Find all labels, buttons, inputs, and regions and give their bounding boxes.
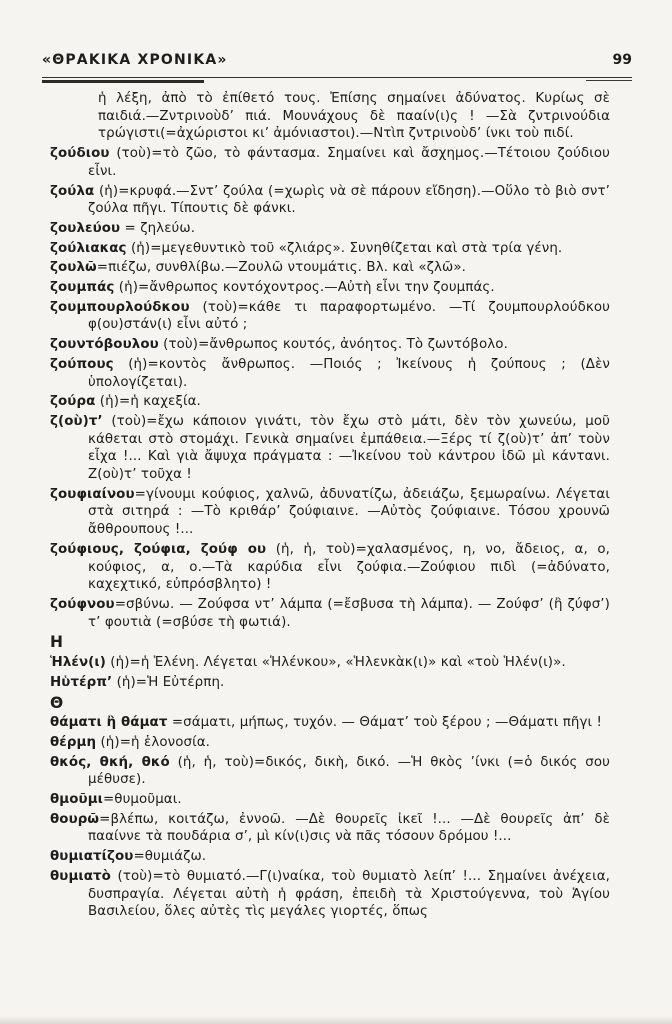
- dictionary-entry: [50, 220, 610, 238]
- dictionary-entry: [50, 811, 610, 846]
- entry-body: (ἡ)=ἄνθρωπος κοντόχοντρος.—Αὐτὴ εἶνι την ζουμπάς.: [114, 280, 495, 296]
- entry-headword: ζούπους: [50, 356, 114, 372]
- entry-body: (ἡ)=μεγεθυντικὸ τοῦ «ζλιάρς». Συνηθίζεται καὶ στὰ τρία γένη.: [126, 240, 563, 256]
- entry-headword: ζουφιαίνου: [50, 486, 135, 502]
- journal-title: «ΘΡΑΚΙΚΑ ΧΡΟΝΙΚΑ»: [42, 52, 228, 68]
- dictionary-entry: [50, 674, 610, 692]
- entry-headword: θκός, θκή, θκό: [50, 754, 170, 770]
- header-rule: [42, 77, 632, 83]
- dictionary-entry: [50, 734, 610, 752]
- entry-body: (ἡ)=ἡ ἑλονοσία.: [96, 734, 211, 750]
- header-rule-thick-right: [586, 80, 632, 82]
- section-letter-theta: Θ: [50, 693, 64, 712]
- entry-body: (τοὺ)=τὸ θυμιατό.—Γ(ι)ναίκα, τοὺ θυμιατὸ λείπ’ !... Σημαίνει ἀνέχεια, δυσπραγία. Λέγεται αὐτὴ ἡ φράση, ἐπειδὴ τὰ Χριστούγεννα, τοὺ Ἁγίου Βασιλείου, ὅλες αὐτὲς τὶς μεγάλες γιορτές, ὅπως: [88, 868, 610, 920]
- entry-body: =βλέπω, κοιτάζω, ἐννοῶ. —Δὲ θουρεῖς ἰκεῖ !... —Δὲ θουρεῖς ἀπ’ δὲ πααίννε τὰ πουδάρια σ’, μὶ κίν(ι)σις νὰ πᾶς τόσουν δρόμου !...: [88, 811, 610, 845]
- entry-body: (ἡ)=Ἡ Εὐτέρπη.: [112, 674, 225, 690]
- entry-headword: ζουντόβουλου: [50, 337, 159, 353]
- entry-body: =πιέζω, συνθλίβω.—Ζουλῶ ντουμάτις. Βλ. καὶ «ζλῶ».: [96, 260, 466, 276]
- entry-headword: ζούλιακας: [50, 240, 127, 256]
- entry-headword: Ηὑτέρπ’: [50, 674, 113, 690]
- entry-body: =γίνουμι κούφιος, χαλνῶ, ἀδυνατίζω, ἀδειάζω, ξεμωραίνω. Λέγεται στὰ σιτηρά : —Τὸ κριθάρ’ ζούφιαινε. —Αὐτὸς ζούφιαινε. Τόσου χρουνῶ ἄθθρουπους !...: [88, 486, 610, 538]
- entry-headword: ζουμπουρλούδκου: [50, 299, 190, 315]
- entry-headword: ζούδιου: [50, 146, 110, 162]
- dictionary-entry: [50, 541, 610, 594]
- dictionary-entry: [50, 413, 610, 484]
- entry-headword: θουρῶ: [50, 811, 100, 827]
- entry-body: = ζηλεύω.: [120, 220, 196, 236]
- page-number: 99: [612, 52, 632, 68]
- entry-headword: ζουλεύου: [50, 220, 121, 236]
- entry-headword: ζούφνου: [50, 596, 115, 612]
- dictionary-entry: [50, 240, 610, 258]
- dictionary-entry: [50, 393, 610, 411]
- dictionary-entry: [50, 791, 610, 809]
- running-header: [42, 52, 632, 68]
- entry-headword: θάματι ἢ θάματ: [50, 715, 168, 731]
- entry-body: (ἡ)=κρυφά.—Σντ’ ζούλα (=χωρὶς νὰ σὲ πάρουν εἴδηση).—Οὕλο τὸ βιὸ σντ’ ζούλα πῆγι. Τίπουτις δὲ φάνκι.: [88, 183, 610, 217]
- dictionary-entry: [50, 279, 610, 297]
- entry-body: (ἡ)=ἡ Ἑλένη. Λέγεται «Ἡλένκου», «Ἡλενκὰκ(ι)» καὶ «τοὺ Ἡλέν(ι)».: [105, 655, 566, 671]
- entry-headword: ζουλῶ: [50, 260, 97, 276]
- dictionary-text-column: [50, 90, 610, 923]
- entry-body: (ἡ, ἡ, τοὺ)=δικός, δικὴ, δικό. —Ἡ θκὸς ’ίνκι (=ὁ δικός σου μέθυσε).: [88, 754, 610, 788]
- entry-headword: θέρμη: [50, 734, 97, 750]
- entry-headword: θυμιατὸ: [50, 868, 111, 884]
- entry-headword: θυμιατίζου: [50, 849, 134, 865]
- dictionary-entry: [50, 714, 610, 732]
- entry-body: (ἡ)=κοντὸς ἄνθρωπος. —Ποιός ; Ἰκείνους ἡ ζούπους ; (Δὲν ὑπολογίζεται).: [88, 356, 610, 390]
- entry-headword: ζούρα: [50, 394, 96, 410]
- dictionary-entry: [50, 754, 610, 789]
- entry-body: (τοὺ)=ἔχω κάποιον γινάτι, τὸν ἔχω στὸ μάτι, δὲν τὸν χωνεύω, μοῦ κάθεται στὸ στομάχι. Γενικὰ σημαίνει ἐμπάθεια.—Ξέρς τί ζ(οὺ)τ’ ἀπ’ τοὺν εἶχα !... Καὶ γιὰ ἄψυχα πράγματα : —Ἰκείνου τοὺ κάντρου ἰδῶ μὶ κάντανι. Ζ(οὺ)τ’ τοῦχα !: [88, 413, 610, 483]
- entry-body: =σβύνω. — Ζούφσα ντ’ λάμπα (=ἔσβυσα τὴ λάμπα). — Ζούφσ’ (ἢ ζύφσ’) τ’ φουτιὰ (=σβύσε τὴ φωτιά).: [88, 596, 610, 630]
- entry-headword: Ἡλέν(ι): [50, 655, 106, 671]
- dictionary-entry: [50, 356, 610, 391]
- dictionary-entry: [50, 299, 610, 334]
- dictionary-entry: [50, 868, 610, 921]
- dictionary-entry: [50, 486, 610, 539]
- entry-headword: ζ(οὺ)τ’: [50, 413, 103, 429]
- header-rule-thick-left: [42, 80, 204, 83]
- entry-body: =σάματι, μήπως, τυχόν. — Θάματ’ τοὺ ξέρου ; —Θάματι πῆγι !: [167, 715, 602, 731]
- entry-headword: ζουμπάς: [50, 280, 115, 296]
- dictionary-entry: [50, 259, 610, 277]
- dictionary-entry: [50, 336, 610, 354]
- dictionary-entry: [50, 145, 610, 180]
- entry-body: (τοὺ)=τὸ ζῶο, τὸ φάντασμα. Σημαίνει καὶ ἄσχημος.—Τέτοιου ζούδιου εἶνι.: [88, 146, 610, 179]
- entry-body: (ἡ, ἡ, τοὺ)=χαλασμένος, η, νο, ἄδειος, α, ο, κούφιος, α, ο.—Τὰ καρύδια εἶνι ζούφια.—Ζούφιου πιδὶ (=ἀδύνατο, καχεχτικό, εὐπρόσβλητο) !: [88, 541, 610, 593]
- entry-body: (τοὺ)=ἄνθρωπος κουτός, ἀνόητος. Τὸ ζωντόβολο.: [158, 337, 508, 353]
- entry-body: (ἡ)=ἡ καχεξία.: [95, 394, 201, 410]
- entry-body: (τοὺ)=κάθε τι παραφορτωμένο. —Τί ζουμπουρλούδκου φ(ου)στάν(ι) εἶνι αὐτό ;: [88, 299, 610, 333]
- entry-body: =θυμοῦμαι.: [102, 792, 182, 808]
- dictionary-entry: [50, 848, 610, 866]
- section-letter-eta: Η: [50, 633, 64, 652]
- header-rule-line: [42, 77, 632, 78]
- paragraph-continuation: ἡ λέξη, ἀπὸ τὸ ἐπίθετό τους. Ἐπίσης σημαίνει ἀδύνατος. Κυρίως σὲ παιδιά.—Ζντρινοὺδ’ πιά. Μουνάχους δὲ πααίν(ι)ς ! —Σὰ ζντρινούδια τρώγιστι(=ἀχώριστοι κι’ ἀμόνιαστοι).—Ντὶπ ζντρινοὺδ’ ίνκι τοὺ πιδί.: [98, 91, 610, 142]
- entry-headword: ζούφιους, ζούφια, ζούφ ου: [50, 541, 267, 557]
- entry-body: =θυμιάζω.: [133, 849, 207, 865]
- dictionary-entry: [50, 183, 610, 218]
- entry-headword: ζούλα: [50, 183, 95, 199]
- entry-headword: θμοῦμι: [50, 792, 103, 808]
- dictionary-entry: [50, 654, 610, 672]
- dictionary-entry: [50, 596, 610, 631]
